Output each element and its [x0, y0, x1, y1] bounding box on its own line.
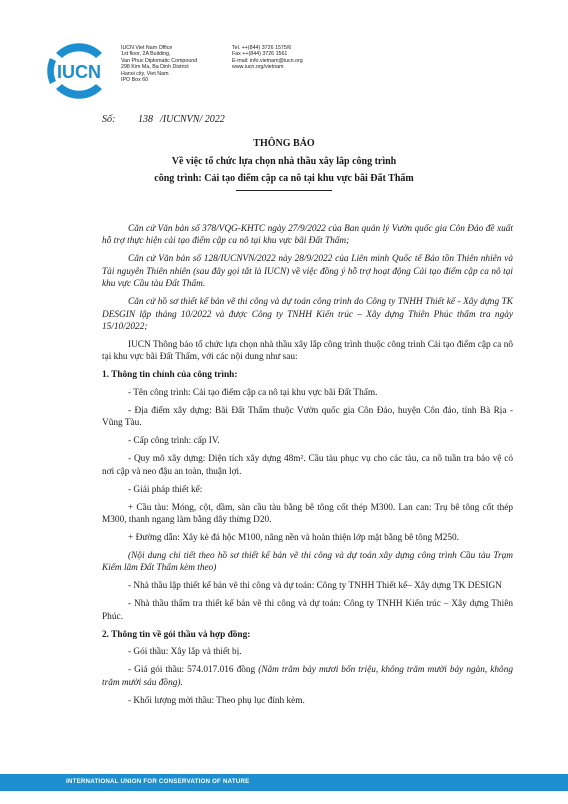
paragraph: - Giải pháp thiết kế: [128, 484, 203, 495]
letterhead [0, 0, 568, 108]
address-line: 1st floor, 2A Building, [121, 51, 171, 58]
iucn-logo [46, 38, 112, 104]
address-line: 298 Kim Ma, Ba Dinh District [121, 64, 189, 71]
address-line: Van Phuc Diplomatic Compound [121, 57, 198, 64]
number-value: 138 [138, 114, 153, 125]
paragraph: Căn cứ hồ sơ thiết kế bản vẽ thi công và dự toán công trình do Công ty TNHH Thiết kế - Xây dựng TK DESGIN lập tháng 10/2022 và được Công ty TNHH Kiến trúc – Xây dựng Thiên Phúc thẩm tra ngày 15/10/2022; [102, 297, 513, 333]
paragraph: - Gói thầu: Xây lắp và thiết bị. [128, 647, 242, 658]
paragraph: - Cấp công trình: cấp IV. [128, 436, 220, 447]
paragraph: - Địa điểm xây dựng: Bãi Đất Thấm thuộc Vườn quốc gia Côn Đảo, huyện Côn đảo, tỉnh Bà Rịa - Vũng Tàu. [102, 405, 513, 429]
office-contacts [232, 45, 303, 71]
paragraph: - Khối lượng mời thầu: Theo phụ lục đính kèm. [128, 695, 305, 706]
document-title: THÔNG BÁO [253, 138, 315, 149]
paragraph: Căn cứ Văn bản số 128/IUCNVN/2022 này 28/9/2022 của Liên minh Quốc tế Bảo tồn Thiên nhiên và Tài nguyên Thiên nhiên (sau đây gọi tắt là IUCN) về việc đồng ý hỗ trợ hoạt động Cải tạo điểm cập ca nô tại khu vực Cầu tàu Đất Thấm. [102, 254, 513, 290]
document-body [102, 223, 513, 713]
number-label: Số: [102, 114, 116, 125]
address-line: IUCN Viet Nam Office [121, 45, 173, 51]
address-line: Hanoi city, Viet Nam [121, 70, 169, 77]
paragraph: (Nội dung chi tiết theo hồ sơ thiết kế bản vẽ thi công và dự toán xây dựng công trình Cầu tàu Trạm Kiểm lâm Đất Thấm kèm theo) [102, 551, 513, 574]
price-text: - Giá gói thầu: 574.017.016 đồng [128, 665, 256, 676]
logo-text: IUCN [57, 62, 101, 82]
document-number [102, 114, 225, 125]
contact-line: Fax ++(844) 3726 1561 [232, 51, 288, 58]
paragraph: + Đường dẫn: Xây kè đá hộc M100, nâng nền và hoàn thiện lớp mặt bằng bê tông M250. [128, 533, 459, 544]
address-line: IPO Box 60 [121, 77, 149, 84]
paragraph: IUCN Thông báo tổ chức lựa chọn nhà thầu xây lắp công trình thuộc công trình Cải tạo điểm cập ca nô tại khu vực bãi Đất Thấm, với các nội dung như sau: [102, 340, 513, 363]
paragraph: - Nhà thầu thẩm tra thiết kế bản vẽ thi công và dự toán: Công ty TNHH Kiến trúc – Xây dựng Thiên Phúc. [102, 599, 513, 622]
price-in-words: (Năm trăm bảy mươi bốn triệu, không trăm mười bảy ngàn, không trăm mười sáu đồng). [102, 665, 513, 688]
contact-line: Tel. ++(844) 3726 1575/6 [232, 45, 292, 51]
number-suffix: /IUCNVN/ 2022 [160, 114, 225, 125]
paragraph: - Tên công trình: Cải tạo điểm cập ca nô tại khu vực bãi Đất Thấm. [128, 387, 378, 398]
footer-text: INTERNATIONAL UNION FOR CONSERVATION OF NATURE [66, 778, 250, 785]
paragraph: + Cầu tàu: Móng, cột, dầm, sàn cầu tàu bằng bê tông cốt thép M300. Lan can: Trụ bê tông cốt thép M300, thanh ngang làm bằng dây thừng D20. [102, 502, 513, 526]
paragraph: - Nhà thầu lập thiết kế bản vẽ thi công và dự toán: Công ty TNHH Thiết kế– Xây dựng TK DESIGN [128, 581, 502, 592]
section-heading: 1. Thông tin chính của công trình: [102, 370, 238, 381]
footer-bar [0, 774, 568, 791]
paragraph [102, 664, 513, 689]
section-heading: 2. Thông tin về gói thầu và hợp đồng: [102, 629, 251, 640]
document-subtitle: Về việc tổ chức lựa chọn nhà thầu xây lắp công trình [171, 156, 397, 167]
office-address [121, 45, 197, 83]
document-subtitle: công trình: Cải tạo điểm cập ca nô tại khu vực bãi Đất Thấm [154, 173, 414, 184]
paragraph: - Quy mô xây dựng: Diện tích xây dựng 48m². Cầu tàu phục vụ cho các tàu, ca nô tuần tra bảo vệ có nơi cập và neo đậu an toàn, thuận lợi. [102, 454, 513, 477]
contact-line: E-mail: info.vietnam@iucn.org [232, 57, 303, 64]
title-divider [236, 190, 332, 191]
contact-line: www.iucn.org/vietnam [232, 64, 284, 71]
paragraph: Căn cứ Văn bản số 378/VQG-KHTC ngày 27/9/2022 của Ban quản lý Vườn quốc gia Côn Đảo đề xuất hỗ trợ thực hiện cải tạo điểm cập ca nô tại khu vực bãi Đất Thấm; [102, 224, 513, 247]
